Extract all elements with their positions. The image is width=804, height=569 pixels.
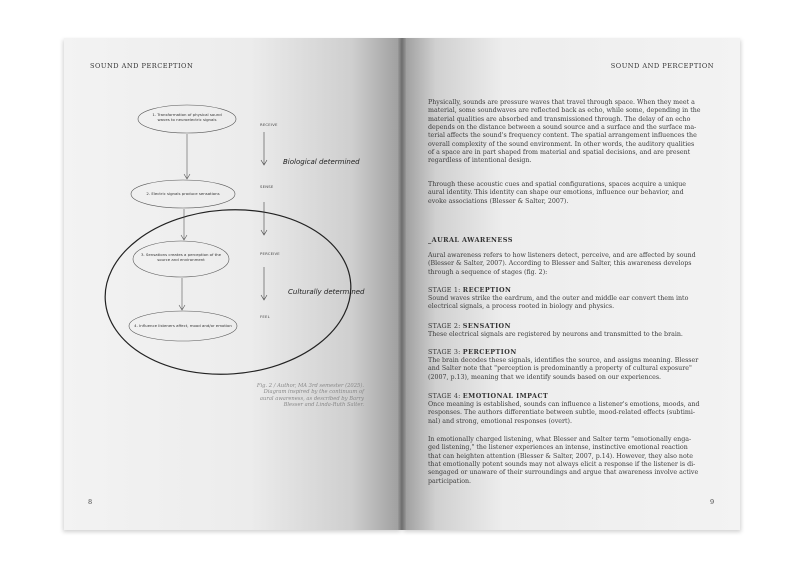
left-page-number: 8 [88,498,93,506]
paragraph-sound-waves: Physically, sounds are pressure waves that travel through space. When they meet a material, some soundwaves are reflected back as echo, while some, depending in the material qualities are absorbed and transmissioned through. The delay of an echo depends on the distance between a sound source and a surface and the surface ma- terial affects the sound's frequency content. The spatial arrangement influences the overall complexity of the sound environment. In other words, the auditory qualities of a space are in part shaped from material and spatial decisions, and are present regardless of intentional design. [428,99,701,165]
stage-3-body: The brain decodes these signals, identifies the source, and assigns meaning. Blesser and Salter note that "perception is predominantly a property of cultural exposure" (2007, p.13), meaning that we identify sounds based on our experiences. [428,357,699,381]
stage-3-heading: STAGE 3: PERCEPTION [428,348,517,356]
stage-4-text: 4. Influence listeners affect, mood and/or emotion [134,323,232,328]
book-gutter [398,38,406,530]
right-running-head: SOUND AND PERCEPTION [610,62,714,70]
level-sense: SENSE [260,184,274,189]
left-running-head: SOUND AND PERCEPTION [90,62,194,70]
diagram-sketch [100,92,370,382]
aural-awareness-diagram [100,92,370,382]
stage-2-text: 2. Electric signals produce sensations [146,191,220,196]
stage-2-body: These electrical signals are registered by neurons and transmitted to the brain. [428,331,683,338]
cultural-label: Culturally determined [288,288,365,296]
paragraph-emotional-listening: In emotionally charged listening, what Blesser and Salter term "emotionally enga- ged listening," the listener experiences an intense, instinctive emotional reaction that can heighten attention (Blesser & Salter, 2007, p.14). However, they also note that emotionally potent sounds may not always elicit a response if the listener is di- sengaged or unaware of their surroundings and argue that awareness involve active participation. [428,436,699,485]
stage-2-heading: STAGE 2: SENSATION [428,322,511,330]
stage-1-body: Sound waves strike the eardrum, and the outer and middle ear convert them into electrical signals, a process rooted in biology and physics. [428,295,689,311]
section-title-aural-awareness: _AURAL AWARENESS [428,236,513,244]
figure-caption: Fig. 2 / Author, MA 3rd semester (2025). Diagram inspired by the continuum of aural awareness, as described by Barry Blesser and Linda-Ruth Salter. [256,383,364,409]
paragraph-aural-awareness: Aural awareness refers to how listeners detect, perceive, and are affected by sound (Blesser & Salter, 2007). According to Blesser and Salter, this awareness develops through a sequence of stages (fig. 2): [428,252,696,276]
arrow-receive-sense [261,132,267,165]
level-perceive: PERCEIVE [260,251,280,256]
arrow-perceive-feel [261,267,267,300]
stage-3-text: 3. Sensations creates a perception of the source and environment [140,252,222,262]
level-receive: RECEIVE [260,122,278,127]
arrow-sense-perceive [261,202,267,235]
paragraph-aural-identity: Through these acoustic cues and spatial configurations, spaces acquire a unique aural identity. This identity can shape our emotions, influence our behavior, and evoke associations (Blesser & Salter, 2007). [428,181,686,205]
stage-4-heading: STAGE 4: EMOTIONAL IMPACT [428,392,549,400]
arrow-1-2 [184,134,190,179]
stage-1-text: 1. Transformation of physical sound waves to neuroelectric signals [152,112,222,122]
biological-label: Biological determined [283,158,360,166]
stage-4-body: Once meaning is established, sounds can influence a listener's emotions, moods, and responses. The authors differentiate between subtle, mood-related effects (subtimi- nal) and strong, emotional responses (overt). [428,401,700,425]
right-page-number: 9 [710,498,715,506]
level-feel: FEEL [260,314,270,319]
stage-1-heading: STAGE 1: RECEPTION [428,286,512,294]
arrow-2-3 [181,209,187,240]
arrow-3-4 [179,278,185,310]
